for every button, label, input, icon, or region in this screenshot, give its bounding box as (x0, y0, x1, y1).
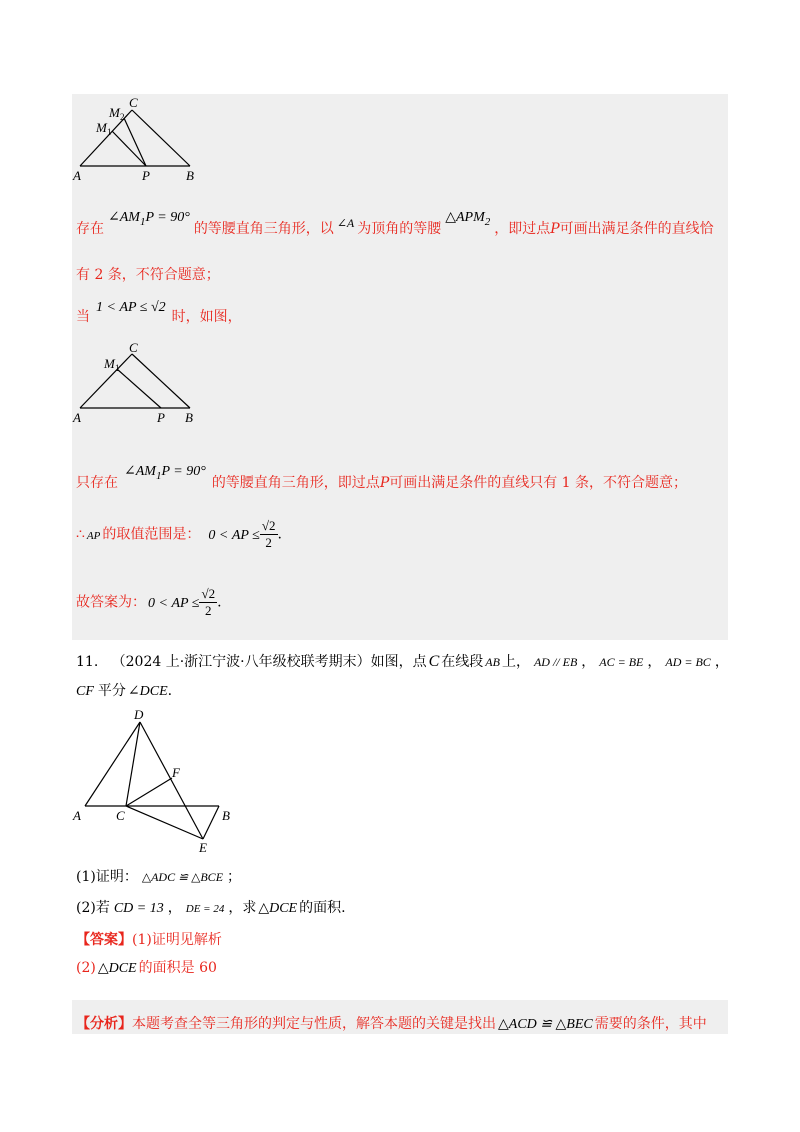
answer-line-2: (2) △DCE 的面积是 60 (76, 960, 217, 976)
fig1-label-A: A (73, 168, 81, 182)
fig3-label-C: C (116, 808, 125, 823)
fig2-label-M1: M (104, 356, 115, 371)
fig2-label-M1-sub: 1 (115, 363, 120, 373)
figure-2-triangle (72, 342, 202, 428)
fig1-label-C: C (129, 96, 138, 110)
fig1-label-P: P (142, 168, 150, 182)
fig1-label-M1-sub: 1 (107, 127, 112, 137)
solution-line-1: 存在$\angle AM_1P = 90^\circ$的等腰直角三角形，以 ∠A 为顶角的等腰$\triangle APM_2$ ，即过点P可画出满足条件的直线恰 (76, 210, 714, 237)
fig2-label-C: C (129, 342, 138, 355)
fig3-label-E: E (199, 840, 207, 854)
fig3-label-F: F (172, 765, 180, 780)
fig3-label-B: B (222, 808, 230, 823)
fig2-label-A: A (73, 410, 81, 425)
solution-line-5: ∴ AP 的取值范围是： 0 < AP ≤ $\frac{√2}{2}$ . (76, 518, 282, 550)
fig2-label-B: B (185, 410, 193, 425)
figure-1-triangle (72, 96, 202, 182)
solution-line-4: 只存在$\angle AM_1P = 90^\circ$的等腰直角三角形，即过点P可画出满足条件的直线只有 1 条，不符合题意； (76, 464, 688, 491)
solution-line-2: 有 2 条，不符合题意； (76, 267, 220, 283)
figure-3-problem (72, 706, 242, 854)
fig1-label-B: B (186, 168, 194, 182)
question-2: (2)若 CD = 13 ， DE = 24 ，求 △DCE 的面积. (76, 900, 346, 916)
analysis-line: 【分析】本题考查全等三角形的判定与性质，解答本题的关键是找出 △ACD ≌ △BEC 需要的条件，其中 (76, 1016, 707, 1032)
fig1-label-M2: M (109, 105, 120, 120)
fig3-label-D: D (134, 707, 144, 722)
fig3-label-A: A (73, 808, 81, 823)
fig2-label-P: P (157, 410, 165, 425)
answer-line-1: 【答案】(1)证明见解析 (76, 932, 222, 948)
problem-11-line-1: 11. （2024 上·浙江宁波·八年级校联考期末）如图，点 C 在线段 AB 上， AD // EB ， AC = BE ， AD = BC ， (76, 653, 729, 670)
fig1-label-M2-sub: 2 (120, 112, 125, 122)
question-1: (1)证明： △ADC ≌ △BCE ； (76, 869, 242, 885)
solution-line-3: 当1 < AP ≤ √2时，如图， (76, 300, 242, 325)
fig1-label-M1: M (96, 120, 107, 135)
solution-line-6: 故答案为： 0 < AP ≤ $\frac{√2}{2}$ . (76, 586, 222, 618)
problem-11-line-2: CF 平分 ∠DCE. (76, 683, 173, 699)
